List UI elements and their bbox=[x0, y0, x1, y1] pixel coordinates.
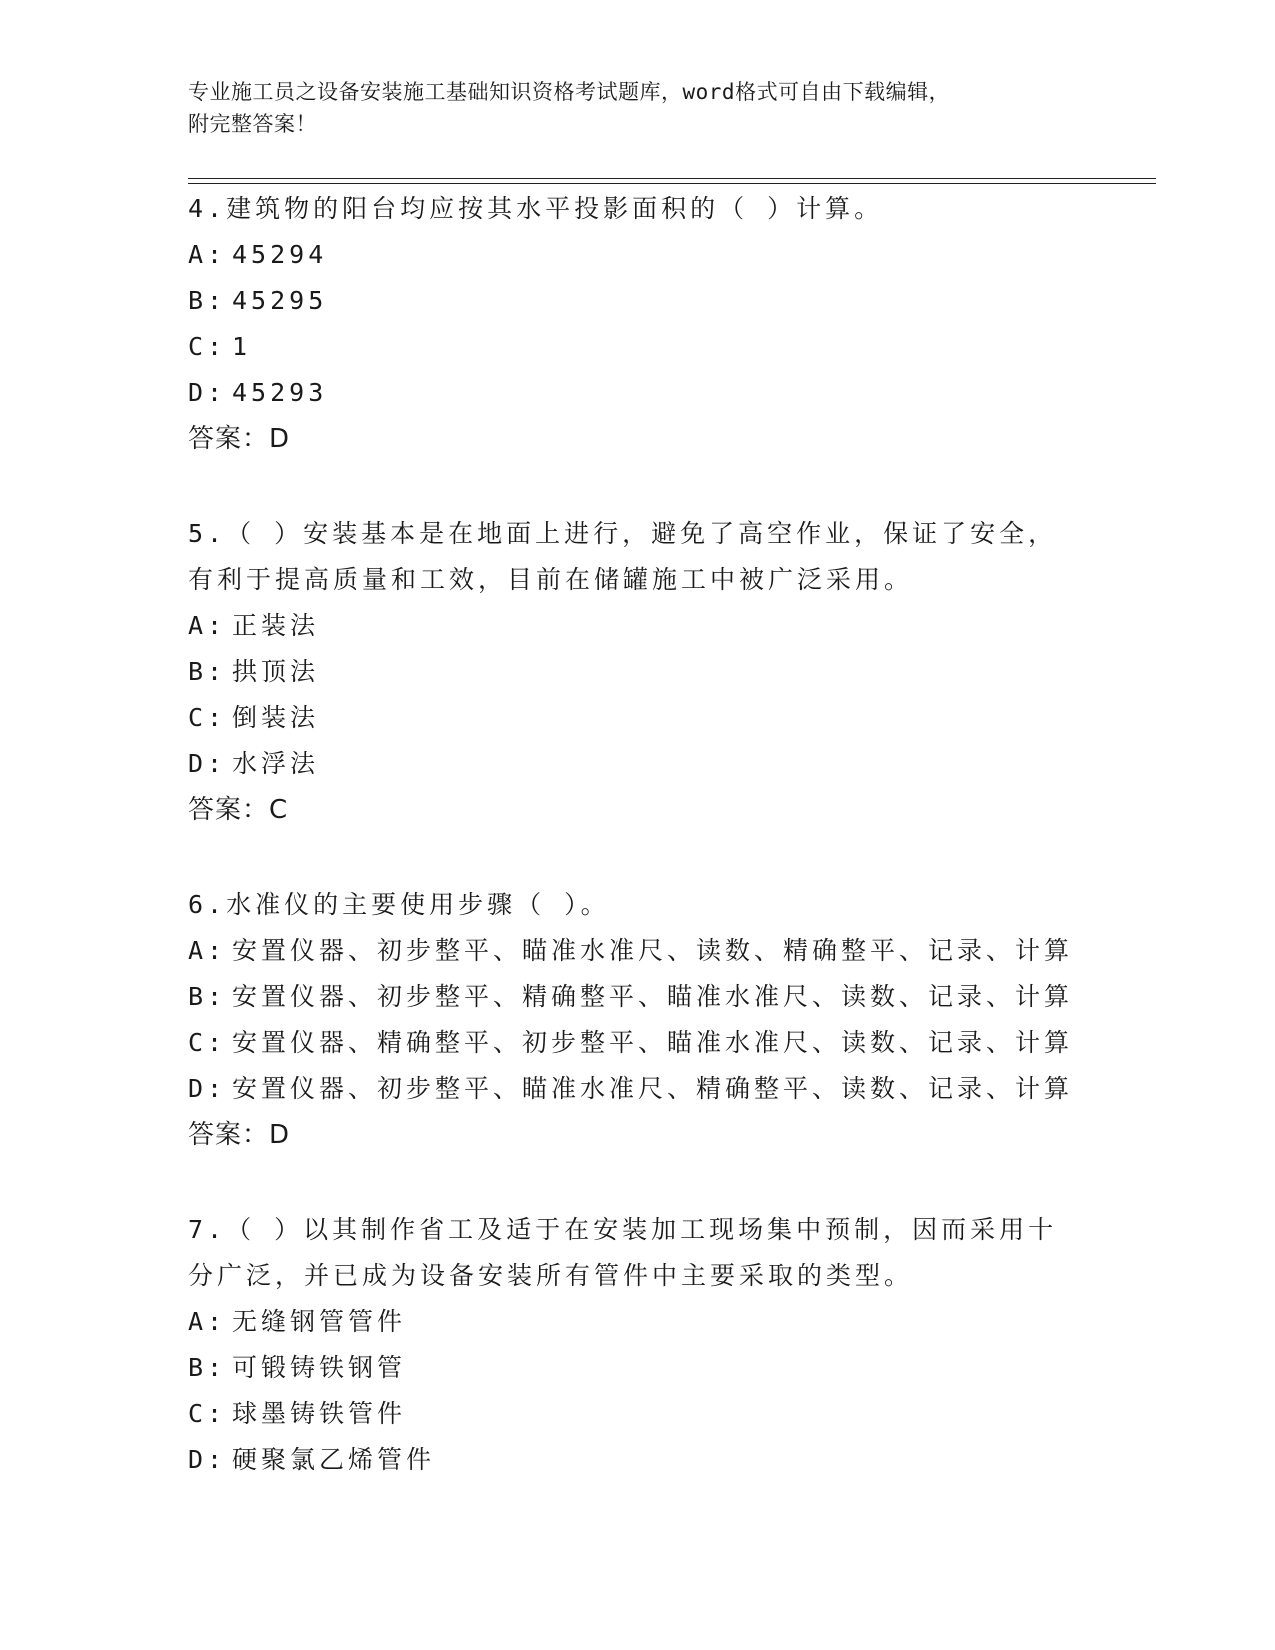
option-text: 无缝钢管管件 bbox=[232, 1307, 407, 1336]
option-text: 安置仪器、初步整平、瞄准水准尺、读数、精确整平、记录、计算 bbox=[232, 936, 1074, 965]
option-b bbox=[188, 649, 1088, 695]
option-letter: B: bbox=[188, 657, 227, 686]
option-c bbox=[188, 1020, 1088, 1066]
option-letter: A: bbox=[188, 936, 227, 965]
option-text: 拱顶法 bbox=[232, 657, 320, 686]
option-d bbox=[188, 1437, 1088, 1483]
option-letter: D: bbox=[188, 1074, 227, 1103]
option-letter: B: bbox=[188, 1353, 227, 1382]
question-stem: 4.建筑物的阳台均应按其水平投影面积的（ ）计算。 bbox=[188, 194, 884, 223]
option-letter: C: bbox=[188, 703, 227, 732]
option-text: 水浮法 bbox=[232, 749, 320, 778]
option-text: 45293 bbox=[232, 378, 328, 407]
option-b bbox=[188, 1345, 1088, 1391]
option-text: 球墨铸铁管件 bbox=[232, 1399, 407, 1428]
option-letter: B: bbox=[188, 982, 227, 1011]
option-text: 可锻铸铁钢管 bbox=[232, 1353, 407, 1382]
option-b bbox=[188, 278, 1088, 324]
option-letter: A: bbox=[188, 611, 227, 640]
question-6 bbox=[188, 882, 1088, 1158]
option-text: 硬聚氯乙烯管件 bbox=[232, 1445, 436, 1474]
header-divider-top bbox=[188, 178, 1156, 179]
option-d bbox=[188, 370, 1088, 416]
option-c bbox=[188, 1391, 1088, 1437]
option-text: 安置仪器、精确整平、初步整平、瞄准水准尺、读数、记录、计算 bbox=[232, 1028, 1074, 1057]
option-c bbox=[188, 324, 1088, 370]
option-text: 45294 bbox=[232, 240, 328, 269]
option-a bbox=[188, 232, 1088, 278]
header-line-1: 专业施工员之设备安装施工基础知识资格考试题库，word格式可自由下载编辑， bbox=[188, 80, 951, 104]
option-a bbox=[188, 603, 1088, 649]
option-text: 安置仪器、初步整平、瞄准水准尺、精确整平、读数、记录、计算 bbox=[232, 1074, 1074, 1103]
option-letter: C: bbox=[188, 332, 227, 361]
option-letter: D: bbox=[188, 378, 227, 407]
option-text: 正装法 bbox=[232, 611, 320, 640]
option-letter: D: bbox=[188, 1445, 227, 1474]
question-list bbox=[188, 186, 1088, 1532]
option-letter: C: bbox=[188, 1028, 227, 1057]
option-text: 45295 bbox=[232, 286, 328, 315]
option-letter: A: bbox=[188, 240, 227, 269]
answer-line: 答案：D bbox=[188, 424, 291, 454]
option-c bbox=[188, 695, 1088, 741]
option-text: 1 bbox=[232, 332, 252, 361]
question-5 bbox=[188, 511, 1088, 833]
option-letter: C: bbox=[188, 1399, 227, 1428]
question-stem: 5.（ ）安装基本是在地面上进行，避免了高空作业，保证了安全，有利于提高质量和工效，目前在储罐施工中被广泛采用。 bbox=[188, 519, 1058, 594]
option-d bbox=[188, 1066, 1088, 1112]
option-letter: D: bbox=[188, 749, 227, 778]
option-a bbox=[188, 1299, 1088, 1345]
question-stem: 7.（ ）以其制作省工及适于在安装加工现场集中预制，因而采用十分广泛，并已成为设备安装所有管件中主要采取的类型。 bbox=[188, 1215, 1058, 1290]
question-stem: 6.水准仪的主要使用步骤（ ）。 bbox=[188, 890, 610, 919]
question-7 bbox=[188, 1207, 1088, 1483]
option-letter: A: bbox=[188, 1307, 227, 1336]
question-4 bbox=[188, 186, 1088, 462]
option-text: 倒装法 bbox=[232, 703, 320, 732]
option-b bbox=[188, 974, 1088, 1020]
answer-line: 答案：D bbox=[188, 1120, 291, 1150]
header-divider-bottom bbox=[188, 183, 1156, 184]
option-letter: B: bbox=[188, 286, 227, 315]
header-line-2: 附完整答案！ bbox=[188, 112, 317, 136]
option-text: 安置仪器、初步整平、精确整平、瞄准水准尺、读数、记录、计算 bbox=[232, 982, 1074, 1011]
document-header bbox=[188, 76, 1088, 140]
answer-line: 答案：C bbox=[188, 795, 289, 825]
option-a bbox=[188, 928, 1088, 974]
option-d bbox=[188, 741, 1088, 787]
